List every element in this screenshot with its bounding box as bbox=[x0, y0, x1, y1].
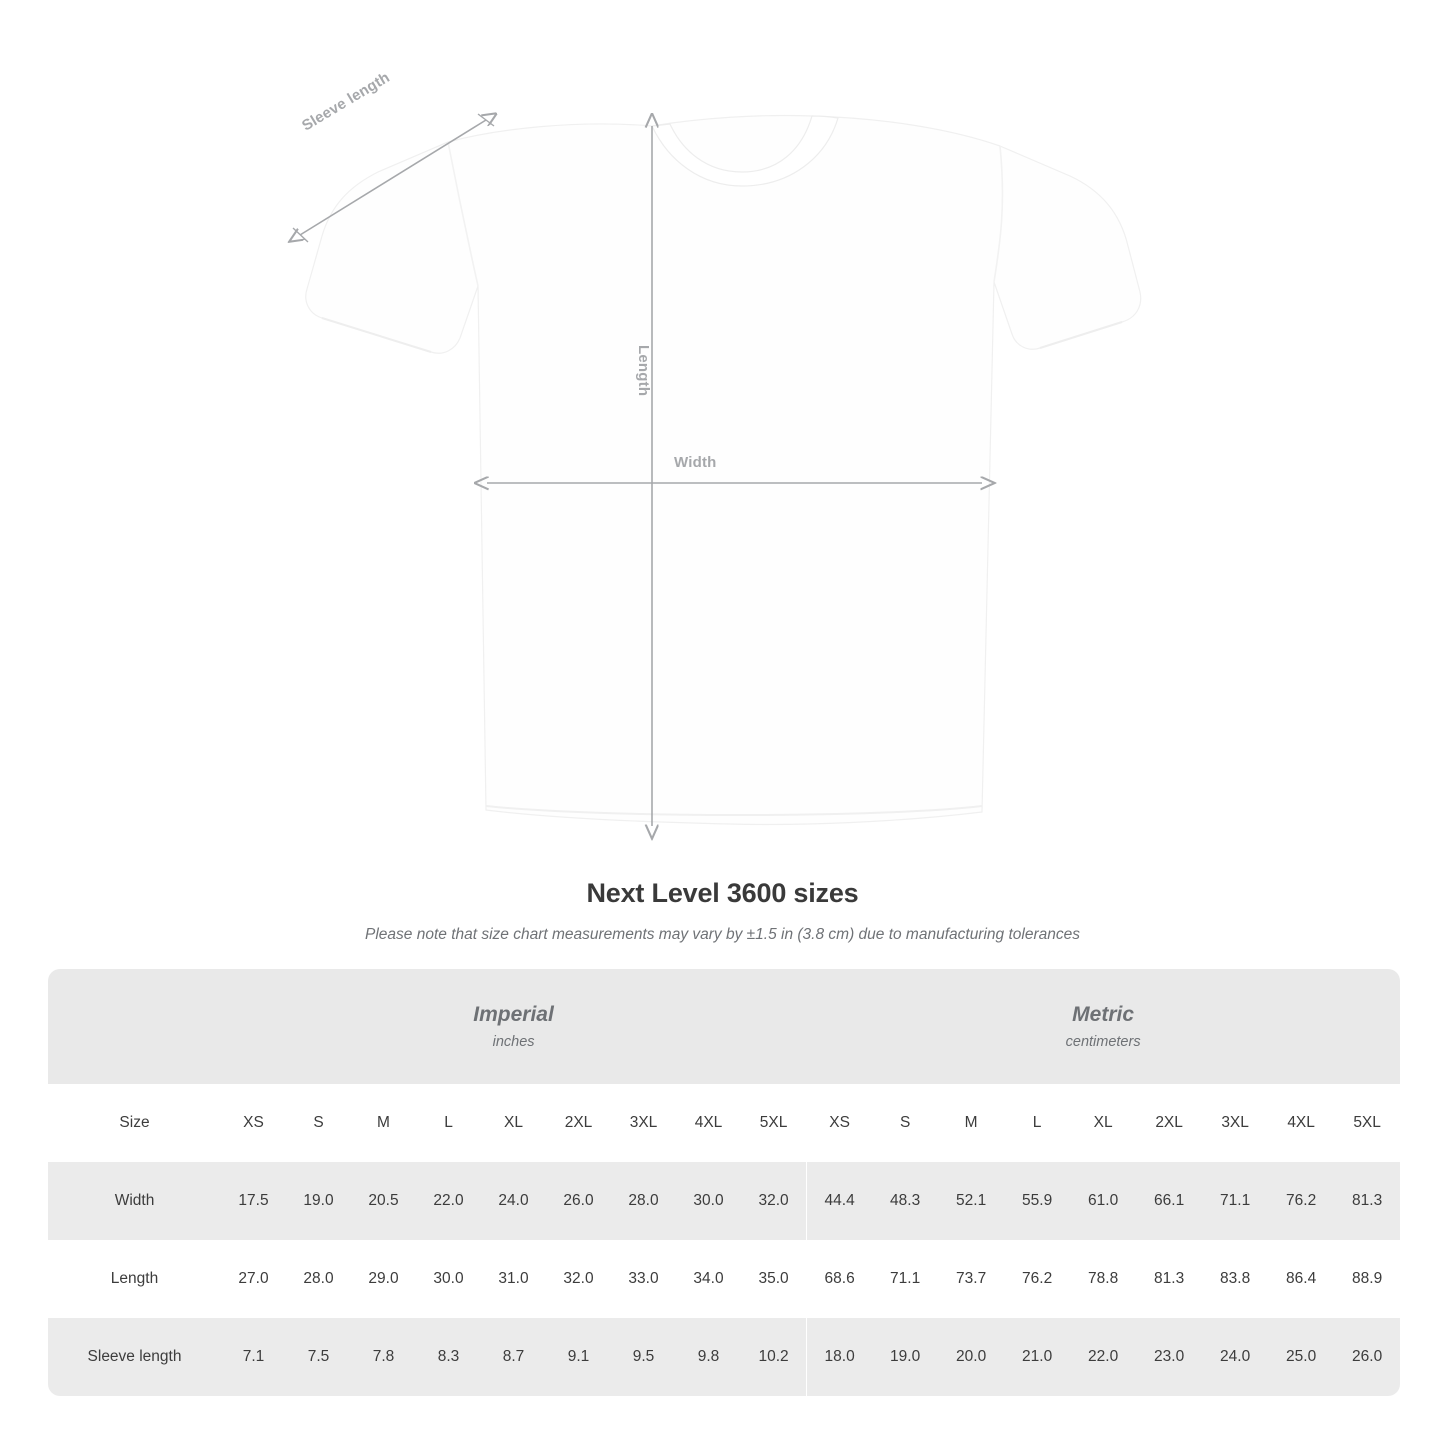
cell-imperial-sleeve-xl: 8.7 bbox=[481, 1318, 546, 1396]
unit-header-metric bbox=[806, 969, 1400, 1084]
cell-imperial-width-m: 20.5 bbox=[351, 1162, 416, 1240]
unit-sub-imperial: inches bbox=[492, 1034, 535, 1050]
cell-metric-width-2xl: 66.1 bbox=[1136, 1162, 1202, 1240]
table-row-sleeve-length bbox=[48, 1318, 1400, 1396]
unit-name-imperial: Imperial bbox=[473, 1003, 554, 1026]
col-header-metric-3xl: 3XL bbox=[1202, 1084, 1268, 1162]
cell-metric-sleeve-2xl: 23.0 bbox=[1136, 1318, 1202, 1396]
cell-metric-width-m: 52.1 bbox=[938, 1162, 1004, 1240]
cell-imperial-sleeve-xs: 7.1 bbox=[221, 1318, 286, 1396]
cell-imperial-width-2xl: 26.0 bbox=[546, 1162, 611, 1240]
cell-imperial-sleeve-2xl: 9.1 bbox=[546, 1318, 611, 1396]
cell-metric-sleeve-l: 21.0 bbox=[1004, 1318, 1070, 1396]
col-header-imperial-4xl: 4XL bbox=[676, 1084, 741, 1162]
tshirt-shape bbox=[306, 115, 1141, 824]
cell-imperial-length-l: 30.0 bbox=[416, 1240, 481, 1318]
row-header-width: Width bbox=[48, 1162, 221, 1240]
cell-imperial-width-l: 22.0 bbox=[416, 1162, 481, 1240]
cell-imperial-width-4xl: 30.0 bbox=[676, 1162, 741, 1240]
sleeve-length-label: Sleeve length bbox=[299, 68, 393, 135]
size-chart-table bbox=[48, 969, 1400, 1396]
cell-metric-sleeve-5xl: 26.0 bbox=[1334, 1318, 1400, 1396]
cell-metric-length-4xl: 86.4 bbox=[1268, 1240, 1334, 1318]
cell-imperial-width-s: 19.0 bbox=[286, 1162, 351, 1240]
cell-metric-length-5xl: 88.9 bbox=[1334, 1240, 1400, 1318]
cell-imperial-sleeve-l: 8.3 bbox=[416, 1318, 481, 1396]
col-header-imperial-m: M bbox=[351, 1084, 416, 1162]
cell-imperial-length-5xl: 35.0 bbox=[741, 1240, 806, 1318]
col-header-imperial-xs: XS bbox=[221, 1084, 286, 1162]
table-row-length bbox=[48, 1240, 1400, 1318]
cell-metric-length-3xl: 83.8 bbox=[1202, 1240, 1268, 1318]
cell-imperial-length-3xl: 33.0 bbox=[611, 1240, 676, 1318]
col-header-imperial-s: S bbox=[286, 1084, 351, 1162]
tolerance-note: Please note that size chart measurements may vary by ±1.5 in (3.8 cm) due to manufacturing tolerances bbox=[365, 926, 1080, 943]
cell-imperial-sleeve-m: 7.8 bbox=[351, 1318, 416, 1396]
cell-metric-length-m: 73.7 bbox=[938, 1240, 1004, 1318]
cell-imperial-length-2xl: 32.0 bbox=[546, 1240, 611, 1318]
cell-metric-sleeve-3xl: 24.0 bbox=[1202, 1318, 1268, 1396]
cell-metric-sleeve-xs: 18.0 bbox=[806, 1318, 872, 1396]
col-header-imperial-3xl: 3XL bbox=[611, 1084, 676, 1162]
row-header-sleeve-length: Sleeve length bbox=[48, 1318, 221, 1396]
size-chart-table-wrap bbox=[48, 969, 1397, 1396]
cell-metric-width-5xl: 81.3 bbox=[1334, 1162, 1400, 1240]
cell-imperial-width-5xl: 32.0 bbox=[741, 1162, 806, 1240]
table-row-width bbox=[48, 1162, 1400, 1240]
cell-metric-length-xs: 68.6 bbox=[806, 1240, 872, 1318]
cell-imperial-length-xs: 27.0 bbox=[221, 1240, 286, 1318]
col-header-imperial-xl: XL bbox=[481, 1084, 546, 1162]
col-header-metric-m: M bbox=[938, 1084, 1004, 1162]
cell-metric-length-2xl: 81.3 bbox=[1136, 1240, 1202, 1318]
cell-imperial-sleeve-3xl: 9.5 bbox=[611, 1318, 676, 1396]
col-header-imperial-5xl: 5XL bbox=[741, 1084, 806, 1162]
col-header-metric-xl: XL bbox=[1070, 1084, 1136, 1162]
page-title: Next Level 3600 sizes bbox=[586, 878, 859, 908]
col-header-metric-2xl: 2XL bbox=[1136, 1084, 1202, 1162]
cell-imperial-length-s: 28.0 bbox=[286, 1240, 351, 1318]
cell-metric-length-s: 71.1 bbox=[872, 1240, 938, 1318]
cell-metric-length-l: 76.2 bbox=[1004, 1240, 1070, 1318]
cell-imperial-sleeve-s: 7.5 bbox=[286, 1318, 351, 1396]
col-header-metric-l: L bbox=[1004, 1084, 1070, 1162]
cell-metric-sleeve-xl: 22.0 bbox=[1070, 1318, 1136, 1396]
cell-metric-width-3xl: 71.1 bbox=[1202, 1162, 1268, 1240]
title-block bbox=[0, 878, 1445, 944]
cell-metric-width-s: 48.3 bbox=[872, 1162, 938, 1240]
cell-metric-width-4xl: 76.2 bbox=[1268, 1162, 1334, 1240]
cell-metric-sleeve-m: 20.0 bbox=[938, 1318, 1004, 1396]
cell-imperial-sleeve-4xl: 9.8 bbox=[676, 1318, 741, 1396]
cell-imperial-length-xl: 31.0 bbox=[481, 1240, 546, 1318]
cell-metric-sleeve-s: 19.0 bbox=[872, 1318, 938, 1396]
unit-header-spacer bbox=[48, 969, 221, 1084]
size-header-row bbox=[48, 1084, 1400, 1162]
col-header-metric-4xl: 4XL bbox=[1268, 1084, 1334, 1162]
col-header-imperial-l: L bbox=[416, 1084, 481, 1162]
cell-imperial-length-4xl: 34.0 bbox=[676, 1240, 741, 1318]
col-header-metric-xs: XS bbox=[806, 1084, 872, 1162]
row-header-size: Size bbox=[48, 1084, 221, 1162]
unit-header-imperial bbox=[221, 969, 806, 1084]
unit-sub-metric: centimeters bbox=[1065, 1034, 1141, 1050]
row-header-length: Length bbox=[48, 1240, 221, 1318]
cell-imperial-width-xl: 24.0 bbox=[481, 1162, 546, 1240]
cell-metric-width-xl: 61.0 bbox=[1070, 1162, 1136, 1240]
cell-imperial-width-3xl: 28.0 bbox=[611, 1162, 676, 1240]
cell-metric-length-xl: 78.8 bbox=[1070, 1240, 1136, 1318]
col-header-metric-s: S bbox=[872, 1084, 938, 1162]
length-label: Length bbox=[635, 345, 652, 397]
cell-imperial-sleeve-5xl: 10.2 bbox=[741, 1318, 806, 1396]
cell-metric-sleeve-4xl: 25.0 bbox=[1268, 1318, 1334, 1396]
cell-imperial-length-m: 29.0 bbox=[351, 1240, 416, 1318]
cell-metric-width-l: 55.9 bbox=[1004, 1162, 1070, 1240]
cell-imperial-width-xs: 17.5 bbox=[221, 1162, 286, 1240]
unit-name-metric: Metric bbox=[1072, 1003, 1135, 1026]
cell-metric-width-xs: 44.4 bbox=[806, 1162, 872, 1240]
col-header-metric-5xl: 5XL bbox=[1334, 1084, 1400, 1162]
width-label: Width bbox=[674, 454, 717, 471]
col-header-imperial-2xl: 2XL bbox=[546, 1084, 611, 1162]
unit-header-row bbox=[48, 969, 1400, 1084]
